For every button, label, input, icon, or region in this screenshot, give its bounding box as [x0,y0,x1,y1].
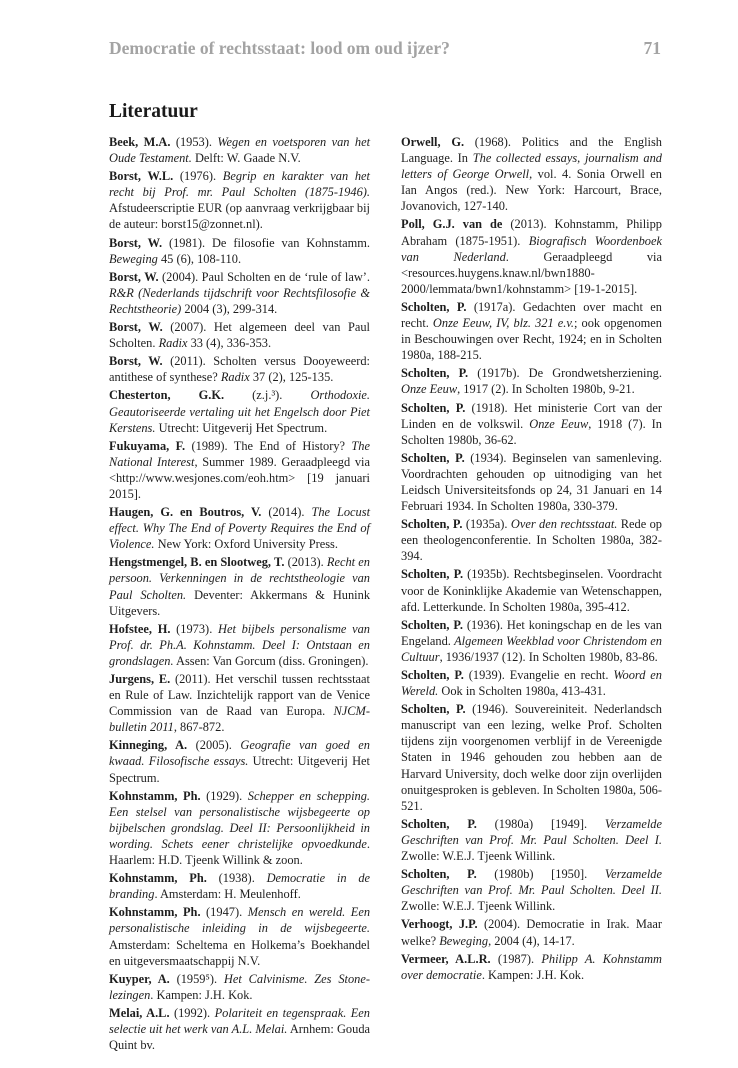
entry-author: Beek, M.A. [109,135,171,149]
entry-text: (1929). [200,788,248,803]
entry-text: ; ook opgenomen in Beschouwingen over Recht, 1924; en in Scholten 1980a, 188-215. [401,316,662,363]
entry-text: Utrecht: Uitgeverij Het Spectrum. [155,420,328,435]
entry-title: Mensch en wereld. Een personalistische inleiding in de wijsbegeerte. [109,905,371,936]
running-header [109,38,661,62]
bibliography-entry [109,621,370,669]
entry-title: Beweging [109,251,158,266]
bibliography-entry [109,671,370,735]
entry-text: . Amsterdam: H. Meulenhoff. [154,887,301,902]
entry-author: Poll, G.J. van de [401,217,503,232]
entry-text: (z.j.³). [224,388,311,403]
entry-author: Vermeer, A.L.R. [401,951,491,966]
entry-title: Begrip en karakter van het recht bij Prof. mr. Paul Scholten (1875-1946). [109,169,370,200]
entry-title: Orthodoxie. Geautoriseerde vertaling uit het Engelsch door Piet Kerstens. [109,388,370,435]
bibliography-entry [401,566,662,614]
entry-title: Recht en persoon. Verkenningen in de rechtstheologie van Paul Scholten. [109,555,371,602]
entry-text: (1938). [206,871,267,886]
entry-text: (1935b). Rechtsbeginselen. Voordracht voor de Koninklijke Akademie van Wetenschappen, afd. Letterkunde. In Scholten 1980a, 395-412. [401,567,662,614]
entry-title: NJCM-bulletin 2011 [109,704,370,735]
entry-author: Fukuyama, F. [109,438,186,453]
entry-text: , 1917 (2). In Scholten 1980b, 9-21. [457,382,635,397]
entry-text: (2007). Het algemeen deel van Paul Scholten. [109,320,370,351]
entry-author: Scholten, P. [401,867,477,882]
entry-text: (1935a). [462,517,511,532]
entry-text: (1976). [173,169,223,184]
bibliography-entry [109,870,370,902]
bibliography-entry [109,387,370,435]
entry-author: Hengstmengel, B. en Slootweg, T. [109,555,285,570]
entry-title: The National Interest [109,438,370,469]
entry-text: (1980b) [1950]. [476,867,605,882]
entry-text: (2011). Scholten versus Dooyeweerd: antithese of synthese? [109,354,371,385]
entry-text: (1946). Souvereiniteit. Nederlandsch manuscript van een lezing, welke Prof. Scholten tijdens zijn voorgenomen verblijf in de Vereenigde Staten in 1946 gehouden zou hebben aan de Harvard University, doch welke door zijn overlijden onuitgesproken is gebleven. In Scholten 1980a, 506-521. [401,702,662,813]
entry-author: Scholten, P. [401,299,467,314]
entry-text: New York: Oxford University Press. [154,537,338,552]
bibliography-entry [401,299,662,363]
entry-title: R&R (Nederlands tijdschrift voor Rechtsfilosofie & Rechtstheorie) [109,285,370,316]
entry-title: Philipp A. Kohnstamm over democratie [401,951,663,982]
entry-text: (1934). Beginselen van samenleving. Voordrachten gehouden op uitnodiging van het Leidsch Universiteitsfonds op 24, 31 Januari en 14 Februari 1934. In Scholten 1980a, 330-379. [401,450,662,514]
section-heading: Literatuur [109,101,198,122]
bibliography-entry [401,866,662,914]
entry-author: Kohnstamm, Ph. [109,871,207,886]
bibliography-entry [109,269,370,317]
entry-author: Borst, W. [109,235,163,250]
entry-title: Onze Eeuw, IV, blz. 321 e.v. [432,316,575,331]
entry-text: (1959⁵). [169,971,224,986]
entry-author: Scholten, P. [401,816,477,831]
bibliography-entry [401,134,662,214]
entry-text: (1936). Het koningschap en de les van Engeland. [401,617,662,648]
entry-author: Scholten, P. [401,702,466,717]
entry-text: (1981). De filosofie van Kohnstamm. [162,235,371,250]
entry-title: Wegen en voetsporen van het Oude Testament. [109,135,371,166]
entry-title: Het bijbels personalisme van Prof. dr. Ph.A. Kohnstamm. Deel I: Ontstaan en grondslagen. [109,621,371,668]
entry-author: Scholten, P. [401,517,463,532]
entry-author: Borst, W.L. [109,169,174,184]
entry-title: Schepper en schepping. Een stelsel van personalistische wijsbegeerte op bijbelschen grondslag. Deel II: Persoonlijkheid in wording. Schets eener christelijke opvoedkunde [109,788,370,851]
entry-text: (2013). [284,555,327,570]
entry-text: Zwolle: W.E.J. Tjeenk Willink. [401,899,556,914]
entry-title: The Locust effect. Why The End of Poverty Requires the End of Violence. [109,505,371,552]
entry-author: Chesterton, G.K. [109,388,225,403]
entry-text: (2013). Kohnstamm, Philipp Abraham (1875-1951). [401,217,662,248]
entry-text: (1939). Evangelie en recht. [463,668,614,682]
bibliography-entry [109,353,370,385]
entry-text: 37 (2), 125-135. [249,370,334,385]
entry-text: (1973). [170,621,218,636]
entry-author: Jurgens, E. [109,672,171,686]
entry-title: Over den rechtsstaat. [510,517,618,532]
entry-author: Orwell, G. [401,135,465,149]
entry-text: , 1936/1937 (12). In Scholten 1980b, 83-86. [439,649,658,664]
entry-title: Geografie van goed en kwaad. Filosofische essays. [109,738,370,769]
entry-text: (2004). Democratie in Irak. Maar welke? [401,917,662,948]
entry-author: Scholten, P. [401,366,469,381]
bibliography-entry [401,667,662,699]
entry-title: Radix [158,336,188,351]
bibliography-column-right [401,134,662,985]
entry-text: , Summer 1989. Geraadpleegd via <http://www.wesjones.com/eoh.htm> [19 januari 2015]. [109,454,370,501]
entry-title: Het Calvinisme. Zes Stone-lezingen [109,971,370,1002]
entry-author: Scholten, P. [401,400,466,415]
entry-author: Scholten, P. [401,668,464,682]
entry-author: Haugen, G. en Boutros, V. [109,505,262,520]
bibliography-column-left [109,134,370,1055]
bibliography-entry [401,701,662,814]
entry-title: Algemeen Weekblad voor Christendom en Cultuur [401,633,662,664]
entry-author: Scholten, P. [401,450,465,465]
entry-text: (1953). [170,135,218,149]
entry-text: (1992). [169,1005,215,1020]
bibliography-entry [401,216,662,296]
entry-title: Biografisch Woordenboek van Nederland [401,233,662,264]
bibliography-entry [109,438,370,502]
bibliography-entry [109,904,370,968]
entry-author: Verhoogt, J.P. [401,917,478,932]
entry-title: Polariteit en tegenspraak. Een selectie uit het werk van A.L. Melai. [109,1005,370,1036]
entry-text: 2004 (3), 299-314. [181,301,278,316]
bibliography-entry [401,400,662,448]
entry-title: Democratie in de branding [109,871,371,902]
entry-title: Radix [220,370,250,385]
entry-text: (1918). Het ministerie Cort van der Linden en de volkswil. [401,400,662,431]
bibliography-entry [401,450,662,514]
entry-text: (1968). Politics and the English Language. In [401,135,663,166]
entry-text: Amsterdam: Scheltema en Holkema’s Boekhandel en uitgeversmaatschappij N.V. [109,937,370,968]
entry-text: Utrecht: Uitgeverij Het Spectrum. [109,754,370,785]
bibliography-entry [109,554,370,618]
entry-text: , 2004 (4), 14-17. [488,933,575,948]
entry-author: Kohnstamm, Ph. [109,905,201,920]
bibliography-entry [109,971,370,1003]
entry-author: Melai, A.L. [109,1005,170,1020]
entry-text: (1989). The End of History? [185,438,352,453]
entry-text: . Kampen: J.H. Kok. [481,967,585,982]
entry-text: , 1918 (7). In Scholten 1980b, 36-62. [401,416,662,447]
entry-author: Kohnstamm, Ph. [109,788,201,803]
entry-title: Woord en Wereld. [401,668,662,699]
bibliography-entry [109,1005,370,1053]
entry-text: Rede op een theologenconferentie. In Scholten 1980a, 382-394. [401,517,662,564]
running-title: Democratie of rechtsstaat: lood om oud ijzer? [109,38,450,58]
entry-author: Hofstee, H. [109,621,171,636]
entry-text: (1947). [200,905,248,920]
bibliography-entry [401,365,662,397]
entry-text: (1980a) [1949]. [476,816,605,831]
bibliography-entry [109,319,370,351]
entry-text: Delft: W. Gaade N.V. [191,151,301,166]
entry-title: The collected essays, journalism and letters of George Orwell [401,151,662,182]
entry-text: (1917b). De Grondwetsherziening. [468,366,662,381]
entry-author: Scholten, P. [401,567,464,582]
entry-text: Zwolle: W.E.J. Tjeenk Willink. [401,849,556,864]
entry-author: Kinneging, A. [109,738,188,753]
bibliography-entry [401,916,662,948]
entry-text: (1917a). Gedachten over macht en recht. [401,299,662,331]
entry-title: Onze Eeuw [401,382,458,397]
bibliography-entry [109,134,370,166]
entry-text: (2011). Het verschil tussen rechtsstaat en Rule of Law. Inzichtelijk rapport van de Venice Commission van de Raad van Europa. [109,672,370,719]
entry-text: (2014). [261,505,312,520]
entry-author: Scholten, P. [401,617,463,632]
bibliography-entry [109,235,370,267]
bibliography-entry [109,504,370,552]
bibliography-entry [109,737,370,785]
bibliography-entry [401,816,662,864]
entry-author: Kuyper, A. [109,971,170,986]
entry-text: Assen: Van Gorcum (diss. Groningen). [173,653,369,668]
entry-text: 33 (4), 336-353. [187,336,272,351]
bibliography-entry [401,951,662,983]
entry-text: Arnhem: Gouda Quint bv. [109,1021,371,1053]
entry-text: . Geraadpleegd via <resources.huygens.knaw.nl/bwn1880-2000/lemmata/bwn1/kohnstamm> [19-1-2015]. [401,249,662,296]
entry-text: (2004). Paul Scholten en de ‘rule of law’. [158,269,370,284]
entry-text: 45 (6), 108-110. [157,251,242,266]
entry-author: Borst, W. [109,354,163,369]
entry-title: Onze Eeuw [529,416,589,431]
entry-title: Beweging [439,933,489,948]
entry-text: Ook in Scholten 1980a, 413-431. [438,684,606,699]
entry-text: , vol. 4. Sonia Orwell en Ian Angos (red.). New York: Harcourt, Brace, Jovanovich, 127-140. [401,167,662,214]
entry-text: (2005). [187,738,241,753]
bibliography-entry [401,516,662,564]
entry-author: Borst, W. [109,320,163,335]
bibliography-entry [109,168,370,232]
entry-title: Verzamelde Geschriften van Prof. Mr. Paul Scholten. Deel I. [401,816,662,847]
entry-text: , 867-872. [173,720,225,735]
page-number: 71 [643,38,661,58]
entry-text: . Kampen: J.H. Kok. [150,987,253,1002]
entry-text: Deventer: Akkermans & Hunink Uitgevers. [109,587,371,618]
entry-author: Borst, W. [109,269,159,284]
entry-title: Verzamelde Geschriften van Prof. Mr. Paul Scholten. Deel II. [401,867,662,898]
entry-text: . Haarlem: H.D. Tjeenk Willink & zoon. [109,836,370,868]
entry-text: (1987). [490,951,542,966]
bibliography-entry [401,617,662,665]
entry-text: Afstudeerscriptie EUR (op aanvraag verkrijgbaar bij de auteur: borst15@zonnet.nl). [109,201,370,232]
bibliography-entry [109,788,370,868]
